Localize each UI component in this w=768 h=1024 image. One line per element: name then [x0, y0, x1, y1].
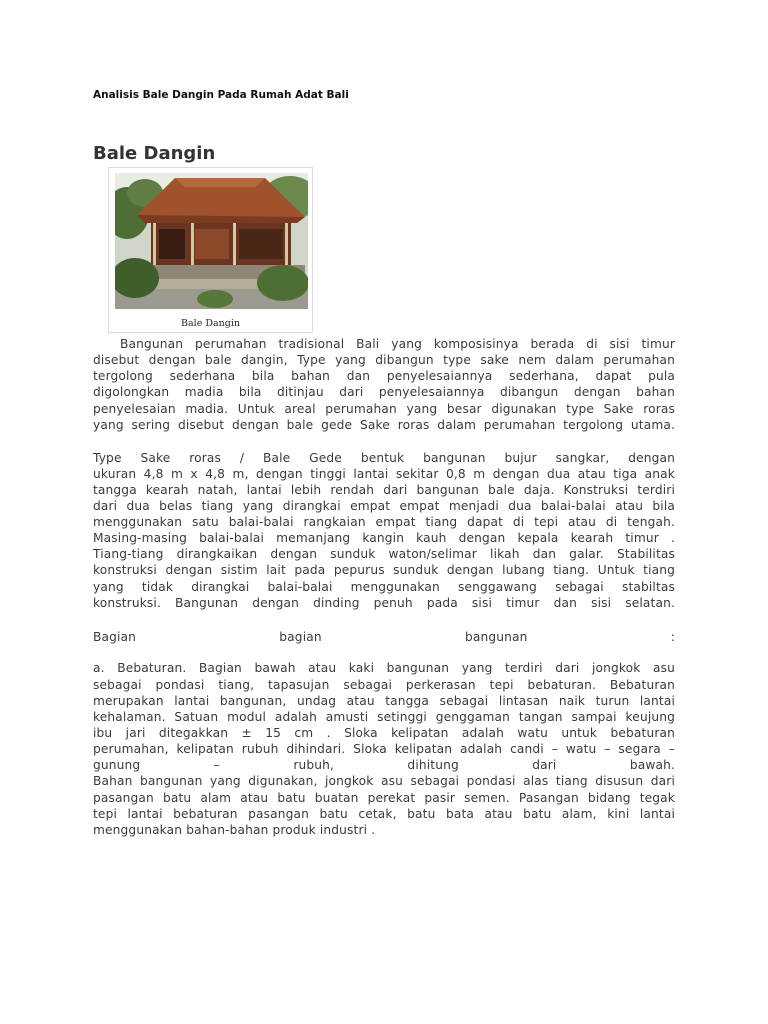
paragraph-2-line: ukuran 4,8 m x 4,8 m, dengan tinggi lantai sekitar 0,8 m dengan dua atau tiga anak — [93, 467, 675, 481]
paragraph-3-line: Bahan bangunan yang digunakan, jongkok asu sebagai pondasi alas tiang disusun dari — [93, 774, 675, 788]
paragraph-2-line: Tiang-tiang dirangkaikan dengan sunduk waton/selimar likah dan galar. Stabilitas — [93, 547, 675, 561]
paragraph-3-line: menggunakan bahan-bahan produk industri . — [93, 823, 376, 837]
paragraph-2-line: Type Sake roras / Bale Gede bentuk bangunan bujur sangkar, dengan — [93, 451, 675, 465]
paragraph-2-line: menggunakan satu balai-balai rangkaian empat tiang dapat di tepi atau di tengah. — [93, 515, 675, 529]
paragraph-1-line: digolongkan madia bila ditinjau dari penyelesaiannya dibangun dengan bahan — [93, 385, 675, 399]
paragraph-3-line: ibu jari ditegakkan ± 15 cm . Sloka kelipatan adalah watu untuk bebaturan — [93, 726, 675, 740]
paragraph-1-line: tergolong sederhana bila bahan dan penyelesaiannya sederhana, dapat pula — [93, 369, 675, 383]
paragraph-1-line: Bangunan perumahan tradisional Bali yang komposisinya berada di sisi timur — [120, 337, 675, 351]
paragraph-1-line: disebut dengan bale dangin, Type yang dibangun type sake nem dalam perumahan — [93, 353, 675, 367]
paragraph-1-line: penyelesaian madia. Untuk areal perumahan yang besar digunakan type Sake roras — [93, 402, 675, 416]
paragraph-2-line: konstruksi. Bangunan dengan dinding penuh pada sisi timur dan sisi selatan. — [93, 596, 675, 610]
paragraph-2-line: dari dua belas tiang yang dirangkai empat empat menjadi dua balai-balai atau bila — [93, 499, 675, 513]
paragraph-2-line: Masing-masing balai-balai memanjang kangin kauh dengan kepala kearah timur . — [93, 531, 675, 545]
paragraph-2-line: yang tidak dirangkai balai-balai menggunakan senggawang sebagai stabiltas — [93, 580, 675, 594]
figure — [108, 167, 313, 333]
paragraph-3-line: tepi lantai bebaturan pasangan batu cetak, batu bata atau batu alam, kini lantai — [93, 807, 675, 821]
paragraph-2-line: konstruksi dengan sistim lait pada pepurus sunduk dengan lubang tiang. Untuk tiang — [93, 563, 675, 577]
paragraph-3-line: merupakan lantai bangunan, undag atau tangga sebagai lintasan naik turun lantai — [93, 694, 675, 708]
paragraph-3-line: gunung – rubuh, dihitung dari bawah. — [93, 758, 675, 772]
section-heading: Bale Dangin — [93, 143, 216, 164]
paragraph-3-line: a. Bebaturan. Bagian bawah atau kaki bangunan yang terdiri dari jongkok asu — [93, 661, 675, 675]
bale-dangin-photo — [115, 173, 308, 309]
bale-dangin-illustration — [115, 173, 308, 309]
document-title: Analisis Bale Dangin Pada Rumah Adat Bali — [93, 89, 349, 101]
paragraph-3-line: pasangan batu alam atau batu buatan perekat pasir semen. Pasangan bidang tegak — [93, 791, 675, 805]
paragraph-3-line: perumahan, kelipatan rubuh dihindari. Sloka kelipatan adalah candi – watu – segara – — [93, 742, 675, 756]
figure-caption: Bale Dangin — [181, 318, 240, 329]
paragraph-3-line: sebagai pondasi tiang, tapasujan sebagai perkerasan tepi bebaturan. Bebaturan — [93, 678, 675, 692]
paragraph-2-line: tangga kearah natah, lantai lebih rendah dari bangunan bale daja. Konstruksi terdiri — [93, 483, 675, 497]
section-label: Bagian bagian bangunan : — [93, 630, 675, 644]
paragraph-1-line: yang sering disebut dengan bale gede Sake roras dalam perumahan tergolong utama. — [93, 418, 675, 432]
paragraph-3-line: kehalaman. Satuan modul adalah amusti setinggi genggaman tangan sampai keujung — [93, 710, 675, 724]
